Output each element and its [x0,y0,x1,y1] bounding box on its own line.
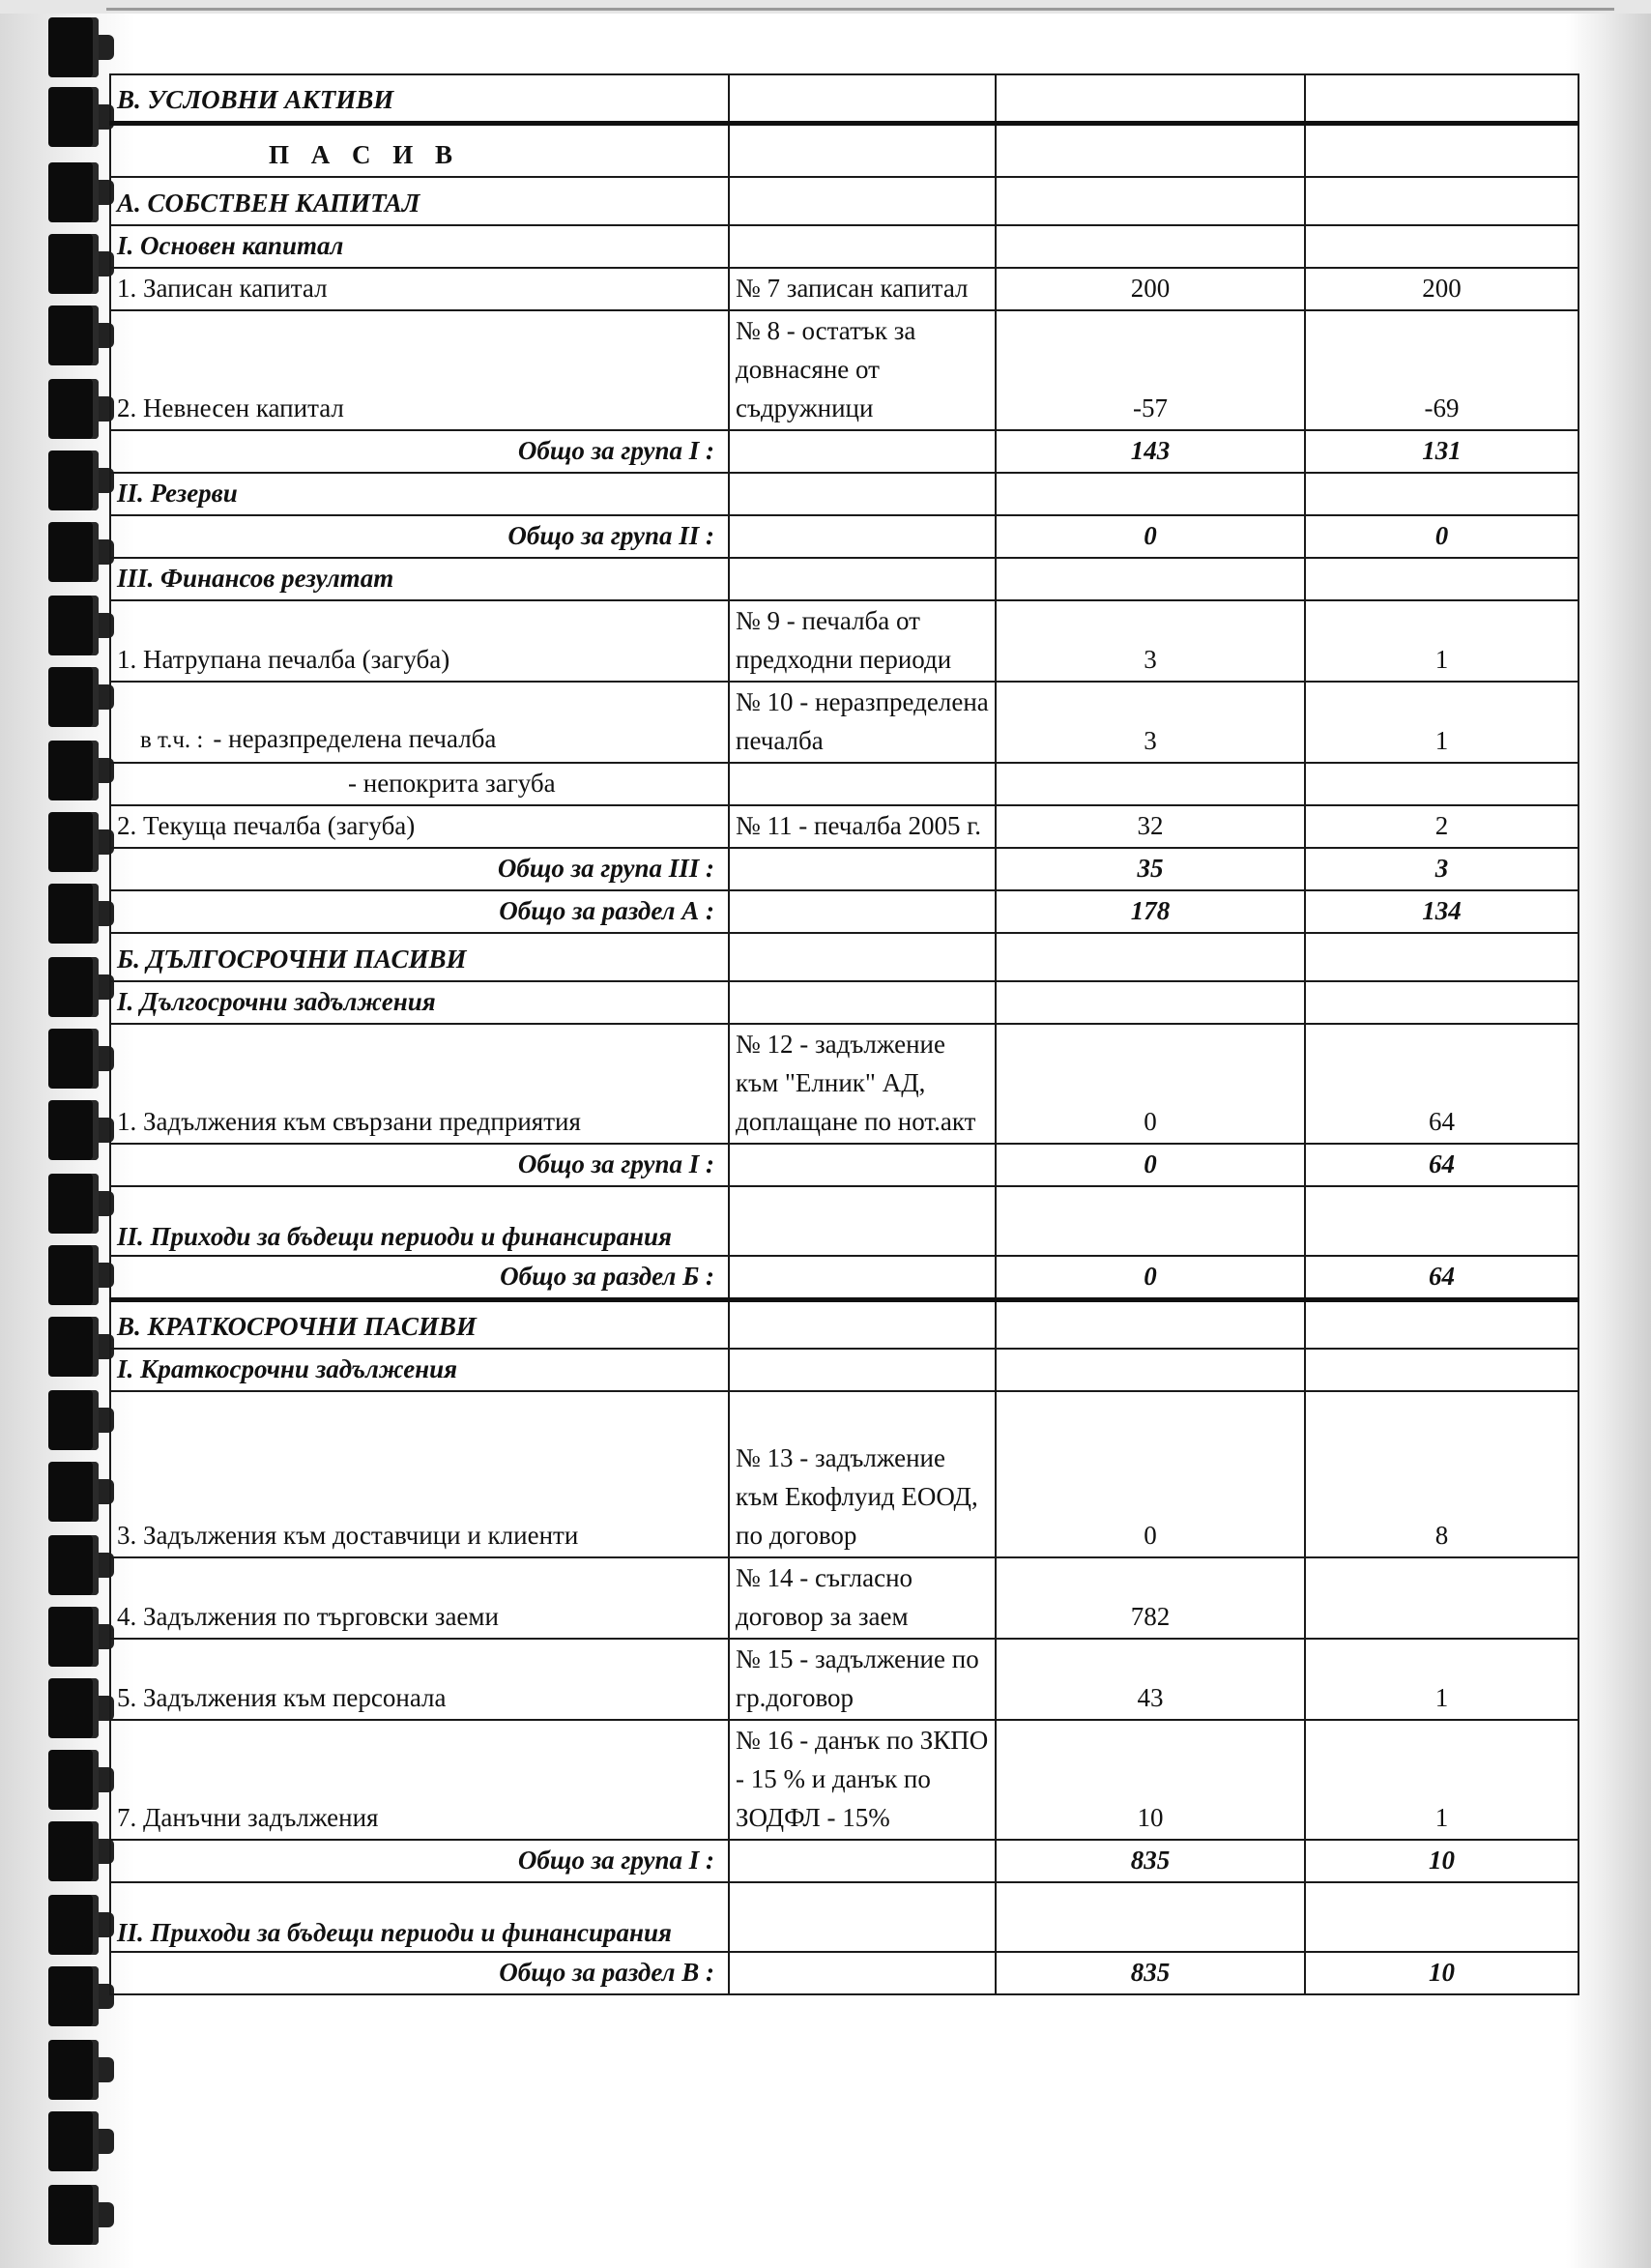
note-cell [729,1300,996,1349]
binder-hole [48,1750,99,1810]
table-row [110,981,1579,1024]
note-cell [729,1186,996,1256]
current-value: -57 [996,310,1305,430]
item-label: 3. Задължения към доставчици и клиенти [110,1391,729,1557]
note-cell [729,225,996,268]
binder-hole [48,17,99,77]
previous-value: 200 [1305,268,1579,310]
previous-value-cell [1305,1882,1579,1952]
previous-value: 1 [1305,1639,1579,1720]
table-row [110,1024,1579,1144]
group-label: ІІ. Приходи за бъдещи периоди и финансирания [110,1882,729,1952]
current-value-cell [996,558,1305,600]
current-value: 0 [996,1024,1305,1144]
pasiv-heading: П А С И В [110,123,729,177]
table-row-pasiv-heading [110,123,1579,177]
group-label: І. Дългосрочни задължения [110,981,729,1024]
current-value-cell [996,1186,1305,1256]
note-cell: № 16 - данък по ЗКПО - 15 % и данък по ЗОДФЛ - 15% [729,1720,996,1840]
current-value-cell [996,933,1305,981]
binder-hole [48,2040,99,2100]
item-label: 5. Задължения към персонала [110,1639,729,1720]
note-cell [729,74,996,123]
table-row [110,177,1579,225]
item-label: - непокрита загуба [110,763,729,805]
item-label: 7. Данъчни задължения [110,1720,729,1840]
total-label: Общо за раздел В : [110,1952,729,1994]
note-cell [729,1952,996,1994]
balance-sheet-table [109,73,1579,1995]
current-value-cell [996,473,1305,515]
binder-hole [48,1821,99,1881]
note-cell: № 8 - остатък за довнасяне от съдружници [729,310,996,430]
previous-value: 10 [1305,1840,1579,1882]
table-row [110,1256,1579,1300]
previous-value: 0 [1305,515,1579,558]
binder-hole [48,741,99,800]
current-value-cell [996,1882,1305,1952]
table-row [110,763,1579,805]
previous-value: 1 [1305,682,1579,763]
current-value: 3 [996,600,1305,682]
binder-hole [48,451,99,510]
current-value-cell [996,177,1305,225]
section-label: В. УСЛОВНИ АКТИВИ [110,74,729,123]
binder-hole [48,379,99,439]
binder-hole [48,1245,99,1305]
current-value: 0 [996,1144,1305,1186]
page-top-line [106,8,1614,11]
previous-value-cell [1305,558,1579,600]
previous-value-cell [1305,1349,1579,1391]
note-cell [729,473,996,515]
group-label: ІІ. Резерви [110,473,729,515]
note-cell: № 9 - печалба от предходни периоди [729,600,996,682]
note-cell [729,1144,996,1186]
binder-hole [48,1607,99,1667]
current-value: 0 [996,515,1305,558]
table-row [110,1186,1579,1256]
binder-hole [48,1895,99,1955]
binder-hole [48,1100,99,1160]
current-value: 782 [996,1557,1305,1639]
table-row [110,805,1579,848]
previous-value-cell [1305,473,1579,515]
item-label [110,682,729,763]
previous-value: 134 [1305,890,1579,933]
current-value: 10 [996,1720,1305,1840]
table-row [110,1952,1579,1994]
binder-hole [48,596,99,655]
note-cell [729,981,996,1024]
item-label: 4. Задължения по търговски заеми [110,1557,729,1639]
previous-value-cell [1305,74,1579,123]
page-top-edge [0,0,1651,14]
table-row [110,848,1579,890]
current-value-cell [996,1349,1305,1391]
previous-value [1305,1557,1579,1639]
table-row-conditional-assets [110,74,1579,123]
previous-value: 10 [1305,1952,1579,1994]
note-cell [729,1882,996,1952]
section-label: В. КРАТКОСРОЧНИ ПАСИВИ [110,1300,729,1349]
previous-value-cell [1305,225,1579,268]
binder-hole [48,162,99,222]
note-cell: № 15 - задължение по гр.договор [729,1639,996,1720]
previous-value: 2 [1305,805,1579,848]
previous-value: 131 [1305,430,1579,473]
binder-hole [48,1174,99,1234]
binder-hole [48,1535,99,1595]
section-label: А. СОБСТВЕН КАПИТАЛ [110,177,729,225]
table-row [110,1639,1579,1720]
previous-value: 1 [1305,1720,1579,1840]
table-row [110,1720,1579,1840]
note-cell [729,890,996,933]
item-prefix: в т.ч. : [140,727,204,753]
current-value: 32 [996,805,1305,848]
item-label: 1. Задължения към свързани предприятия [110,1024,729,1144]
table-row [110,473,1579,515]
binder-hole [48,87,99,147]
binder-hole [48,2185,99,2245]
item-label: 2. Невнесен капитал [110,310,729,430]
table-row [110,1391,1579,1557]
previous-value: 3 [1305,848,1579,890]
note-cell [729,123,996,177]
current-value-cell [996,123,1305,177]
table-row [110,1349,1579,1391]
total-label: Общо за раздел А : [110,890,729,933]
table-row [110,682,1579,763]
binder-hole [48,1029,99,1089]
group-label: ІІІ. Финансов резултат [110,558,729,600]
group-label: ІІ. Приходи за бъдещи периоди и финансирания [110,1186,729,1256]
total-label: Общо за група І : [110,1144,729,1186]
note-cell [729,515,996,558]
previous-value-cell [1305,177,1579,225]
table-row [110,890,1579,933]
binder-hole [48,305,99,365]
table-row [110,225,1579,268]
binder-hole [48,1317,99,1377]
binder-hole [48,884,99,944]
binder-hole [48,812,99,872]
group-label: І. Основен капитал [110,225,729,268]
note-cell [729,1349,996,1391]
previous-value: 8 [1305,1391,1579,1557]
note-cell [729,1840,996,1882]
table-row [110,515,1579,558]
item-label: 1. Натрупана печалба (загуба) [110,600,729,682]
table-row [110,430,1579,473]
previous-value: 64 [1305,1024,1579,1144]
binder-hole [48,957,99,1017]
note-cell [729,177,996,225]
note-cell: № 12 - задължение към "Елник" АД, доплащане по нот.акт [729,1024,996,1144]
previous-value-cell [1305,1300,1579,1349]
current-value: 200 [996,268,1305,310]
note-cell: № 13 - задължение към Екофлуид ЕООД, по договор [729,1391,996,1557]
current-value-cell [996,225,1305,268]
note-cell [729,1256,996,1300]
item-label: 2. Текуща печалба (загуба) [110,805,729,848]
binder-hole [48,1390,99,1450]
total-label: Общо за група ІІІ : [110,848,729,890]
previous-value-cell [1305,981,1579,1024]
total-label: Общо за група І : [110,430,729,473]
binder-hole [48,667,99,727]
current-value: 0 [996,1391,1305,1557]
section-label: Б. ДЪЛГОСРОЧНИ ПАСИВИ [110,933,729,981]
total-label: Общо за раздел Б : [110,1256,729,1300]
previous-value-cell [1305,1186,1579,1256]
table-row [110,1840,1579,1882]
binder-hole [48,234,99,294]
previous-value: 64 [1305,1144,1579,1186]
table-row [110,600,1579,682]
binder-hole [48,1678,99,1738]
note-cell [729,763,996,805]
current-value-cell [996,1300,1305,1349]
current-value: 835 [996,1952,1305,1994]
current-value: 3 [996,682,1305,763]
binder-hole [48,1462,99,1522]
item-label: 1. Записан капитал [110,268,729,310]
current-value: 0 [996,1256,1305,1300]
table-row [110,310,1579,430]
group-label: І. Краткосрочни задължения [110,1349,729,1391]
current-value [996,763,1305,805]
total-label: Общо за група ІІ : [110,515,729,558]
binder-hole [48,2111,99,2171]
binder-hole [48,522,99,582]
previous-value: 64 [1305,1256,1579,1300]
note-cell [729,430,996,473]
current-value-cell [996,981,1305,1024]
note-cell: № 14 - съгласно договор за заем [729,1557,996,1639]
table-row [110,558,1579,600]
table-row [110,1882,1579,1952]
current-value-cell [996,74,1305,123]
current-value: 178 [996,890,1305,933]
note-cell [729,558,996,600]
table-row [110,1300,1579,1349]
current-value: 43 [996,1639,1305,1720]
table-row [110,268,1579,310]
binder-hole [48,1966,99,2026]
previous-value: 1 [1305,600,1579,682]
note-cell [729,933,996,981]
table-row [110,1144,1579,1186]
previous-value-cell [1305,933,1579,981]
previous-value-cell [1305,123,1579,177]
note-cell: № 11 - печалба 2005 г. [729,805,996,848]
note-cell [729,848,996,890]
table-row [110,1557,1579,1639]
note-cell: № 10 - неразпределена печалба [729,682,996,763]
note-cell: № 7 записан капитал [729,268,996,310]
previous-value [1305,763,1579,805]
current-value: 35 [996,848,1305,890]
current-value: 835 [996,1840,1305,1882]
table-row [110,933,1579,981]
item-label-text: - неразпределена печалба [213,724,497,753]
previous-value: -69 [1305,310,1579,430]
current-value: 143 [996,430,1305,473]
total-label: Общо за група І : [110,1840,729,1882]
